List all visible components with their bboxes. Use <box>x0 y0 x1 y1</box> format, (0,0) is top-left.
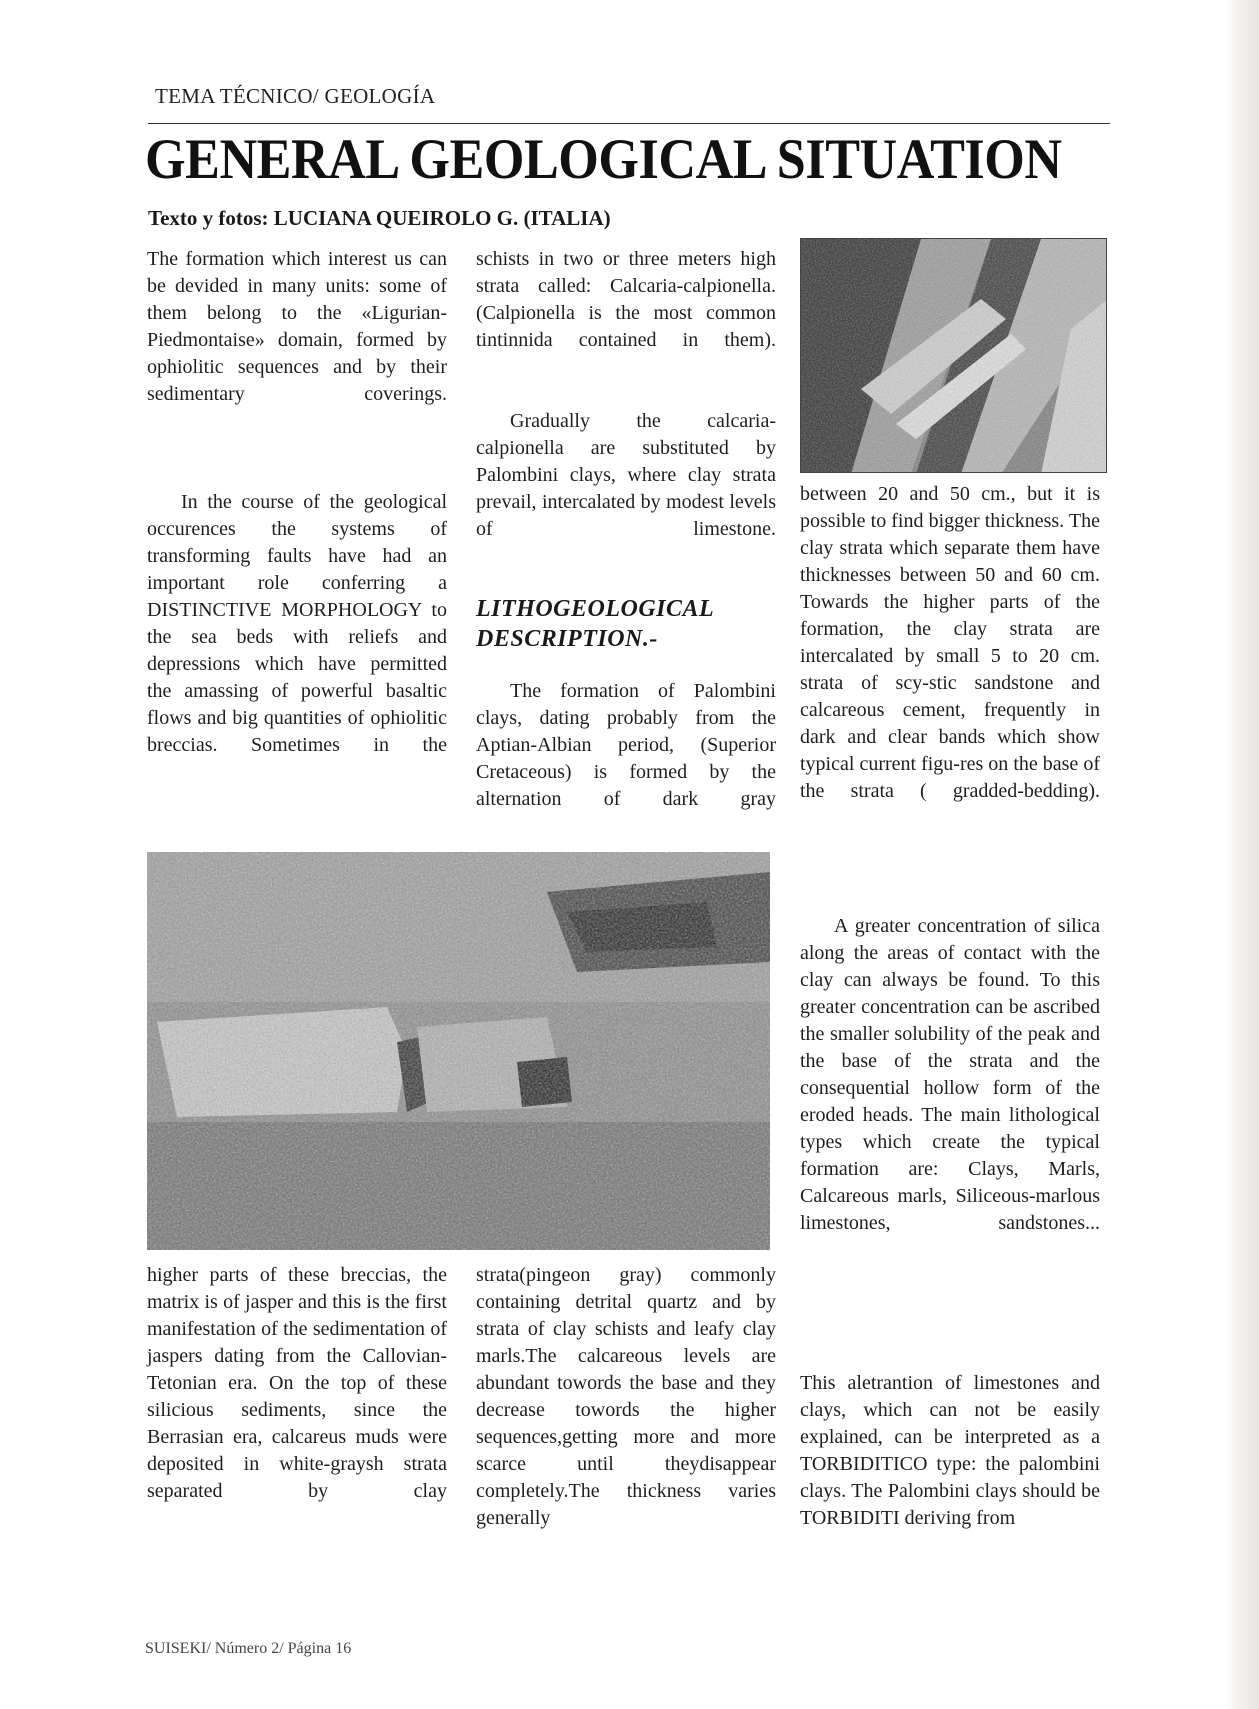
col2-paragraph-4: strata(pingeon gray) commonly containing detrital quartz and by strata of clay schists and leafy clay marls.The calcareous levels are abundant towords the base and they decrease towords the higher sequences,getting more and more scarce until theydisappear completely.The thickness varies generally <box>476 1264 776 1529</box>
rock-outcrop-photo <box>147 852 770 1250</box>
col2-paragraph-2: Gradually the calcaria-calpionella are substituted by Palombini clays, where clay strata prevail, intercalated by modest levels of limestone. <box>476 410 776 540</box>
header-rule <box>148 123 1110 124</box>
rock-strata-photo-small <box>800 238 1107 473</box>
col1-paragraph-2: In the course of the geological occurences the systems of transforming faults have had an important role conferring a DISTINCTIVE MORPHOLOGY to the sea beds with reliefs and depressions which have permitted the amassing of powerful basaltic flows and big quantities of ophiolitic breccias. Sometimes in the <box>147 491 447 756</box>
byline: Texto y fotos: LUCIANA QUEIROLO G. (ITALIA) <box>148 206 611 230</box>
page-edge-shadow <box>1225 0 1259 1709</box>
col2-paragraph-1: schists in two or three meters high strata called: Calcaria-calpionella. (Calpionella is the most common tintinnida contained in them). <box>476 248 776 351</box>
section-heading: LITHOGEOLOGICAL DESCRIPTION.- <box>476 596 714 652</box>
col3-paragraph-1: between 20 and 50 cm., but it is possible to find bigger thickness. The clay strata which separate them have thicknesses between 50 and 60 cm. Towards the higher parts of the formation, the clay strata are intercalated by small 5 to 20 cm. strata of scy-stic sandstone and calcareous cement, frequently in dark and clear bands which show typical current figu-res on the base of the strata ( gradded-bedding). <box>800 483 1100 802</box>
col3-paragraph-3: This aletrantion of limestones and clays, which can not be easily explained, can be interpreted as a TORBIDITICO type: the palombini clays. The Palombini clays should be TORBIDITI deriving from <box>800 1372 1100 1529</box>
col3-paragraph-2: A greater concentration of silica along the areas of contact with the clay can always be found. To this greater concentration can be ascribed the smaller solubility of the peak and the base of the strata and the consequential hollow form of the eroded heads. The main lithological types which create the typical formation are: Clays, Marls, Calcareous marls, Siliceous-marlous limestones, sandstones... <box>800 915 1100 1234</box>
col1-paragraph-3: higher parts of these breccias, the matrix is of jasper and this is the first manifestation of the sedimentation of jaspers dating from the Callovian-Tetonian era. On the top of these silicious sediments, since the Berrasian era, calcareus muds were deposited in white-graysh strata separated by clay <box>147 1264 447 1502</box>
page-title: GENERAL GEOLOGICAL SITUATION <box>145 128 1062 191</box>
page-footer: SUISEKI/ Número 2/ Página 16 <box>145 1640 352 1657</box>
col1-paragraph-1: The formation which interest us can be devided in many units: some of them belong to the «Ligurian-Piedmontaise» domain, formed by ophiolitic sequences and by their sedimentary coverings. <box>147 248 447 405</box>
section-label: TEMA TÉCNICO/ GEOLOGÍA <box>155 84 436 108</box>
col2-paragraph-3: The formation of Palombini clays, dating probably from the Aptian-Albian period, (Superior Cretaceous) is formed by the alternation of dark gray <box>476 680 776 810</box>
